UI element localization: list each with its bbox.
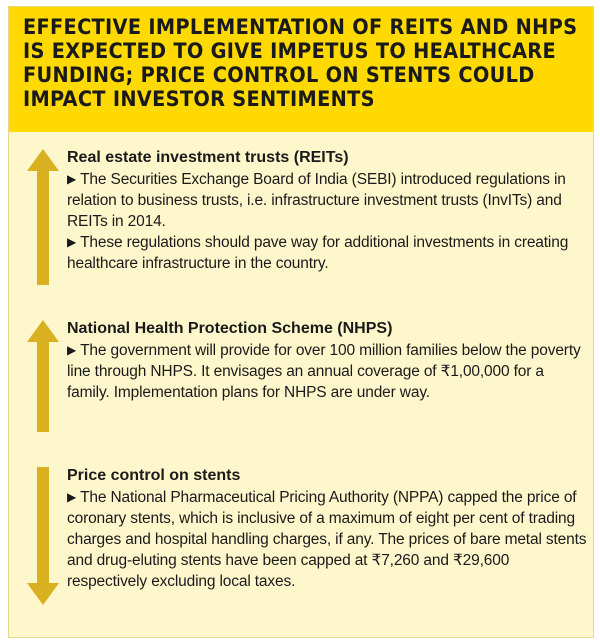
- header-banner: [9, 7, 593, 132]
- paragraph-text: These regulations should pave way for additional investments in creating healthcare infrastructure in the country.: [67, 234, 569, 272]
- paragraph: [67, 340, 587, 403]
- section-content: [67, 147, 587, 274]
- paragraph-text: The Securities Exchange Board of India (SEBI) introduced regulations in relation to business trusts, i.e. infrastructure investment trusts (InvITs) and REITs in 2014.: [67, 171, 566, 230]
- infographic-card: [8, 6, 594, 638]
- up-arrow-icon: [27, 149, 59, 285]
- bullet-icon: ▶: [67, 490, 77, 504]
- section-title: Real estate investment trusts (REITs): [67, 149, 349, 166]
- up-arrow-icon: [27, 320, 59, 432]
- paragraph: [67, 487, 587, 592]
- paragraph-text: The government will provide for over 100 million families below the poverty line through NHPS. It envisages an annual coverage of ₹1,00,000 for a family. Implementation plans for NHPS are under way.: [67, 342, 581, 401]
- paragraph: [67, 169, 587, 232]
- section-content: [67, 465, 587, 592]
- paragraph: [67, 232, 587, 274]
- paragraph-text: The National Pharmaceutical Pricing Authority (NPPA) capped the price of coronary stents, which is inclusive of a maximum of eight per cent of trading charges and hospital handling charges, if any. The prices of bare metal stents and drug-eluting stents have been capped at ₹7,260 and ₹29,600 respectively excluding local taxes.: [67, 489, 587, 590]
- bullet-icon: ▶: [67, 343, 77, 357]
- bullet-icon: ▶: [67, 235, 77, 249]
- bullet-icon: ▶: [67, 172, 77, 186]
- section-title: National Health Protection Scheme (NHPS): [67, 320, 393, 337]
- headline: EFFECTIVE IMPLEMENTATION OF REITS AND NHPS IS EXPECTED TO GIVE IMPETUS TO HEALTHCARE FUNDING; PRICE CONTROL ON STENTS COULD IMPACT INVESTOR SENTIMENTS: [23, 15, 578, 112]
- down-arrow-icon: [27, 467, 59, 605]
- section-content: [67, 318, 587, 403]
- section-title: Price control on stents: [67, 467, 241, 484]
